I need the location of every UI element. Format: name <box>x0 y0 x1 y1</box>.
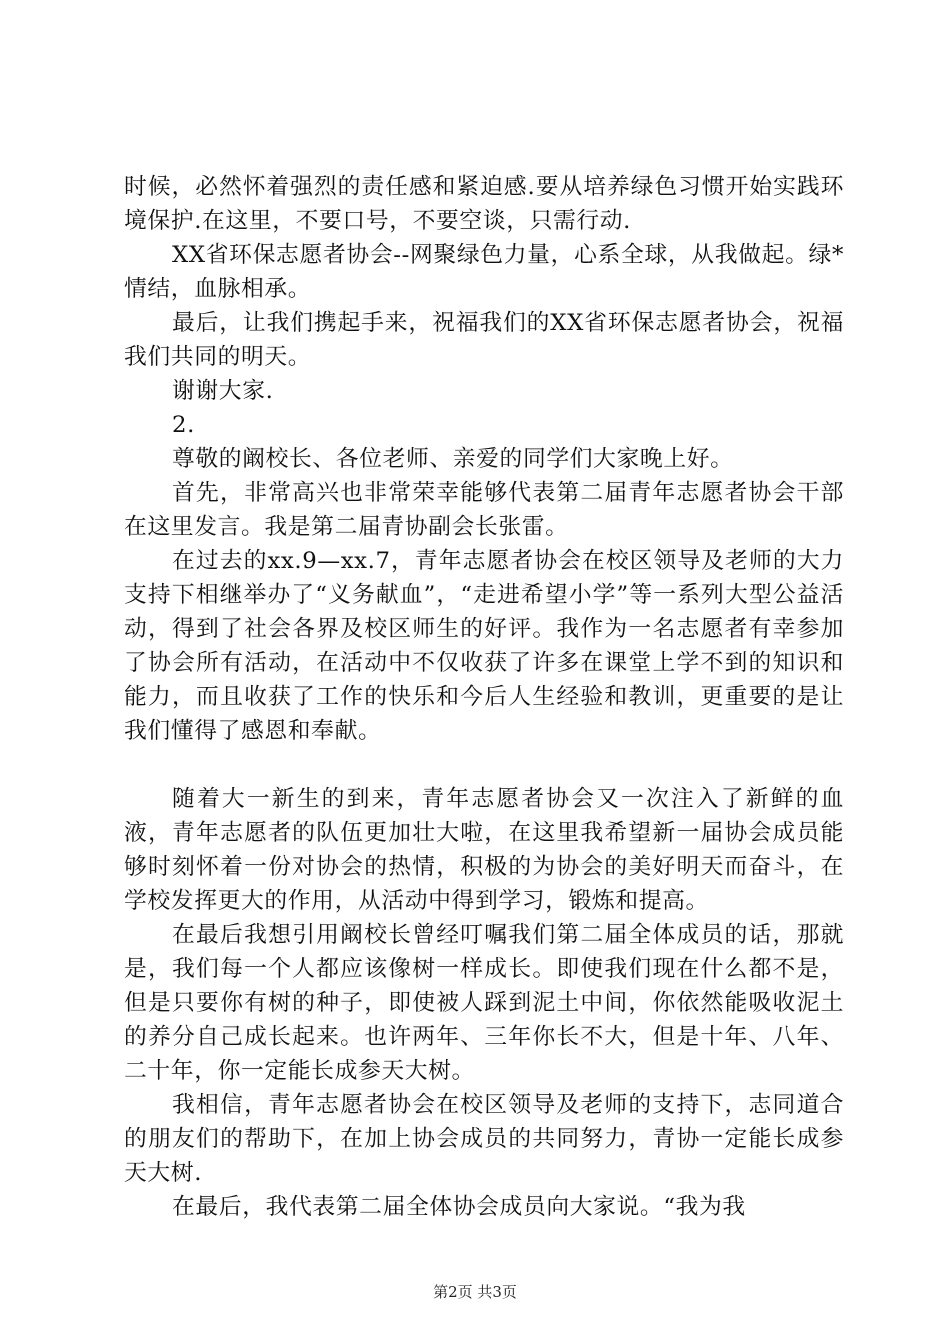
section-number: 2. <box>172 412 195 438</box>
paragraph-tree-quote: 在最后我想引用阚校长曾经叮嘱我们第二届全体成员的话，那就是，我们每一个人都应该像树一样成长。即使我们现在什么都不是，但是只要你有树的种子，即使被人踩到泥土中间，你依然能吸收泥土的养分自己成长起来。也许两年、三年你长不大，但是十年、八年、二十年，你一定能长成参天大树。 <box>124 922 844 1084</box>
paragraph-thanks: 谢谢大家. <box>172 378 274 404</box>
paragraph-continuation: 时候，必然怀着强烈的责任感和紧迫感.要从培养绿色习惯开始实践环境保护.在这里，不要口号，不要空谈，只需行动. <box>124 174 844 234</box>
page-footer: 第2页 共3页 <box>433 1283 517 1301</box>
paragraph-greeting: 尊敬的阚校长、各位老师、亲爱的同学们大家晚上好。 <box>172 446 734 472</box>
paragraph-spacer <box>124 748 844 782</box>
paragraph-introduction: 首先，非常高兴也非常荣幸能够代表第二届青年志愿者协会干部在这里发言。我是第二届青协副会长张雷。 <box>124 480 844 540</box>
paragraph-past-activities: 在过去的xx.9—xx.7，青年志愿者协会在校区领导及老师的大力支持下相继举办了“义务献血”，“走进希望小学”等一系列大型公益活动，得到了社会各界及校区师生的好评。我作为一名志愿者有幸参加了协会所有活动，在活动中不仅收获了许多在课堂上学不到的知识和能力，而且收获了工作的快乐和今后人生经验和教训，更重要的是让我们懂得了感恩和奉献。 <box>124 548 844 744</box>
paragraph-final: 在最后，我代表第二届全体协会成员向大家说。“我为我 <box>172 1194 746 1220</box>
paragraph-belief: 我相信，青年志愿者协会在校区领导及老师的支持下，志同道合的朋友们的帮助下，在加上协会成员的共同努力，青协一定能长成参天大树. <box>124 1092 844 1186</box>
paragraph-association-slogan: XX省环保志愿者协会--网聚绿色力量，心系全球，从我做起。绿*情结，血脉相承。 <box>124 242 844 302</box>
document-body <box>124 170 844 1224</box>
paragraph-closing-wish: 最后，让我们携起手来，祝福我们的XX省环保志愿者协会，祝福我们共同的明天。 <box>124 310 844 370</box>
paragraph-new-members: 随着大一新生的到来，青年志愿者协会又一次注入了新鲜的血液，青年志愿者的队伍更加壮大啦，在这里我希望新一届协会成员能够时刻怀着一份对协会的热情，积极的为协会的美好明天而奋斗，在学校发挥更大的作用，从活动中得到学习，锻炼和提高。 <box>124 786 844 914</box>
